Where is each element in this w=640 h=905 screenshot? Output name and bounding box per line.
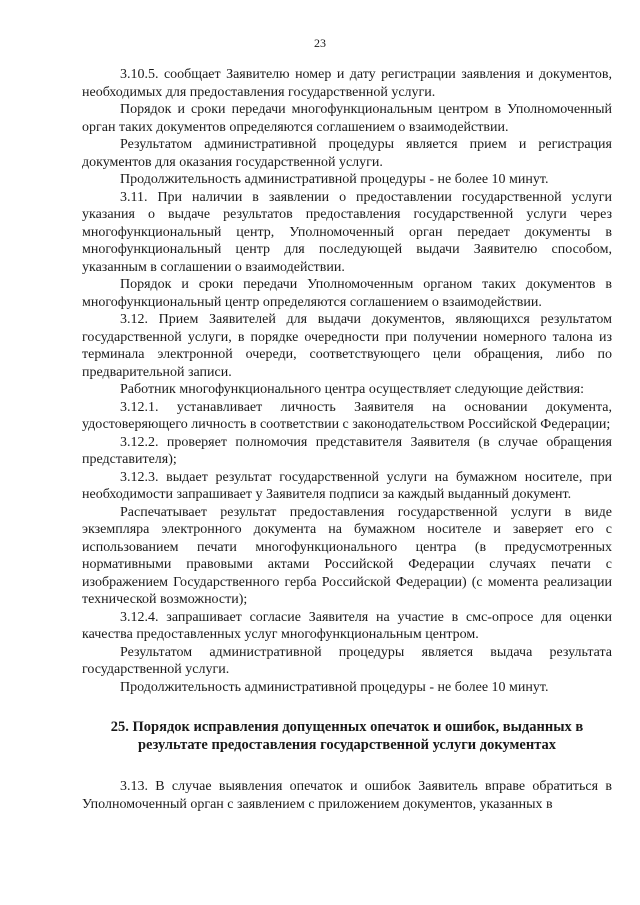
paragraph: Порядок и сроки передачи многофункциональным центром в Уполномоченный орган таких документов определяются соглашением о взаимодействии. <box>82 102 612 135</box>
paragraph: 3.10.5. сообщает Заявителю номер и дату регистрации заявления и документов, необходимых для предоставления государственной услуги. <box>82 67 612 100</box>
paragraph: 3.12.3. выдает результат государственной услуги на бумажном носителе, при необходимости запрашивает у Заявителя подписи за каждый выданный документ. <box>82 469 612 502</box>
section-heading: 25. Порядок исправления допущенных опечаток и ошибок, выданных в результате предоставления государственной услуги документах <box>110 719 584 753</box>
paragraph: Продолжительность административной процедуры - не более 10 минут. <box>120 679 549 695</box>
paragraph: 3.12.4. запрашивает согласие Заявителя на участие в смс-опросе для оценки качества предоставленных услуг многофункциональным центром. <box>82 609 612 642</box>
paragraph: Результатом административной процедуры является выдача результата государственной услуги. <box>82 644 612 677</box>
paragraph: 3.12. Прием Заявителей для выдачи документов, являющихся результатом государственной услуги, в порядке очередности при получении номерного талона из терминала электронной очереди, соответствующего цели обращения, либо по предварительной записи. <box>82 312 612 380</box>
paragraph: Порядок и сроки передачи Уполномоченным органом таких документов в многофункциональный центр определяются соглашением о взаимодействии. <box>82 277 612 310</box>
paragraph: Продолжительность административной процедуры - не более 10 минут. <box>120 172 549 187</box>
paragraph: 3.12.2. проверяет полномочия представителя Заявителя (в случае обращения представителя); <box>82 434 612 467</box>
paragraph: 3.13. В случае выявления опечаток и ошибок Заявитель вправе обратиться в Уполномоченный орган с заявлением с приложением документов, указанных в <box>82 779 612 812</box>
page-number: 23 <box>314 36 326 50</box>
paragraph: 3.12.1. устанавливает личность Заявителя на основании документа, удостоверяющего личность в соответствии с законодательством Российской Федерации; <box>82 399 612 432</box>
document-body <box>82 66 612 813</box>
paragraph: Результатом административной процедуры является прием и регистрация документов для оказания государственной услуги. <box>82 137 612 170</box>
paragraph: Распечатывает результат предоставления государственной услуги в виде экземпляра электронного документа на бумажном носителе и заверяет его с использованием печати многофункционального центра (в предусмотренных нормативными правовыми актами Российской Федерации случаях печати с изображением Государственного герба Российской Федерации) (с момента реализации технической возможности); <box>82 504 612 607</box>
paragraph: 3.11. При наличии в заявлении о предоставлении государственной услуги указания о выдаче результатов предоставления государственной услуги через многофункциональный центр, Уполномоченный орган передает документы в многофункциональный центр для последующей выдачи Заявителю способом, указанным в соглашении о взаимодействии. <box>82 189 612 275</box>
paragraph: Работник многофункционального центра осуществляет следующие действия: <box>120 382 585 397</box>
